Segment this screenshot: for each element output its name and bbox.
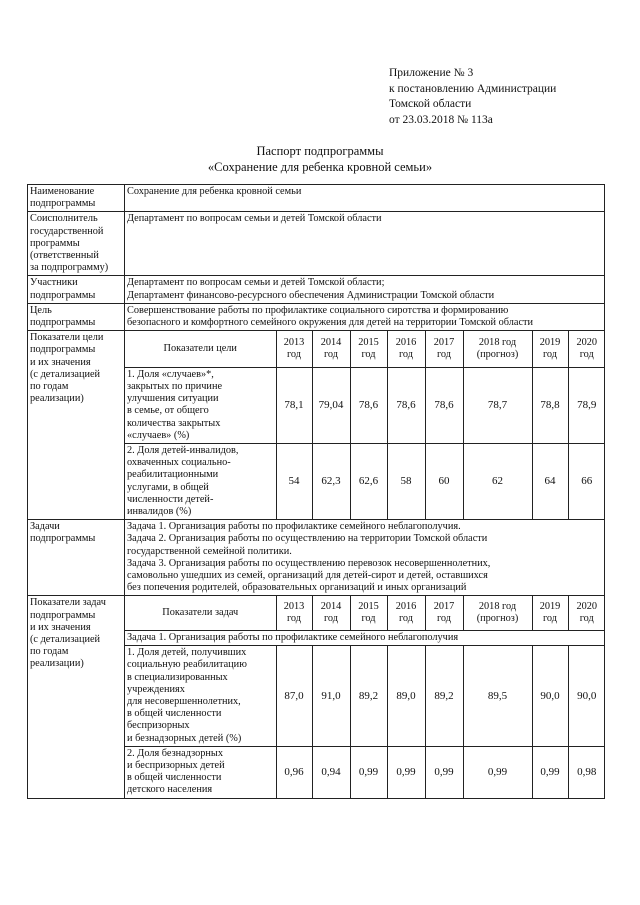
goal-indicators-cell	[125, 331, 605, 520]
label-goal-indicators: Показатели цели подпрограммы и их значения (с детализацией по годам реализации)	[28, 331, 125, 520]
header-year: 2020 год	[568, 331, 605, 367]
indicator-value: 78,6	[350, 367, 387, 443]
header-year: 2015 год	[350, 596, 387, 630]
indicator-value: 0,99	[463, 746, 532, 797]
appendix-line: к постановлению Администрации	[389, 82, 557, 95]
header-year: 2017 год	[425, 331, 463, 367]
indicator-value: 89,2	[425, 646, 463, 747]
table-row	[125, 646, 605, 747]
indicator-value: 62,6	[350, 443, 387, 519]
indicator-value: 58	[387, 443, 425, 519]
task-indicators-table	[125, 596, 605, 797]
label-goal: Цель подпрограммы	[28, 303, 125, 330]
indicator-value: 66	[568, 443, 605, 519]
passport-table	[27, 184, 605, 799]
appendix-line: Томской области	[389, 98, 472, 110]
header-year: 2017 год	[425, 596, 463, 630]
row-task-indicators	[28, 596, 605, 798]
header-year: 2014 год	[312, 596, 350, 630]
appendix-line: от 23.03.2018 № 113а	[389, 113, 493, 126]
table-row	[125, 443, 605, 519]
task1-title-row	[125, 630, 605, 645]
label-tasks: Задачи подпрограммы	[28, 520, 125, 596]
header-year: 2016 год	[387, 596, 425, 630]
indicator-value: 78,7	[463, 367, 532, 443]
value-tasks: Задача 1. Организация работы по профилактике семейного неблагополучия. Задача 2. Организация работы по осуществлению на территории Томской области государственной семейной политики. Задача 3. Организация работы по осуществлению перевозок несовершеннолетних, самовольно ушедших из семей, организаций для детей-сирот и детей, оставшихся без попечения родителей, образовательных организаций и иных организаций	[125, 520, 605, 596]
appendix-line: Приложение № 3	[389, 67, 474, 79]
title-line-2: «Сохранение для ребенка кровной семьи»	[207, 160, 433, 174]
header-year: 2013 год	[276, 596, 312, 630]
table-row	[125, 746, 605, 797]
indicator-value: 79,04	[312, 367, 350, 443]
indicator-value: 89,0	[387, 646, 425, 747]
header-year: 2019 год	[532, 331, 568, 367]
header-year: 2018 год (прогноз)	[463, 331, 532, 367]
indicator-value: 54	[276, 443, 312, 519]
task-indicators-cell	[125, 596, 605, 798]
row-tasks	[28, 520, 605, 596]
header-year: 2014 год	[312, 331, 350, 367]
indicator-value: 78,6	[387, 367, 425, 443]
header-indicator-name: Показатели задач	[125, 596, 276, 630]
indicator-value: 62	[463, 443, 532, 519]
header-year: 2020 год	[568, 596, 605, 630]
indicator-value: 60	[425, 443, 463, 519]
task-indicators-header	[125, 596, 605, 630]
value-goal: Совершенствование работы по профилактике социального сиротства и формированию безопасного и комфортного семейного окружения для детей на территории Томской области	[125, 303, 605, 330]
task1-title: Задача 1. Организация работы по профилактике семейного неблагополучия	[125, 630, 605, 645]
indicator-value: 0,98	[568, 746, 605, 797]
value-name: Сохранение для ребенка кровной семьи	[125, 185, 605, 212]
indicator-value: 78,8	[532, 367, 568, 443]
indicator-value: 89,2	[350, 646, 387, 747]
goal-indicators-header	[125, 331, 605, 367]
row-coexecutor	[28, 212, 605, 276]
header-year: 2015 год	[350, 331, 387, 367]
indicator-value: 78,9	[568, 367, 605, 443]
indicator-value: 0,99	[350, 746, 387, 797]
label-participants: Участники подпрограммы	[28, 276, 125, 303]
indicator-value: 90,0	[568, 646, 605, 747]
appendix-block	[389, 66, 556, 128]
row-goal	[28, 303, 605, 330]
row-goal-indicators	[28, 331, 605, 520]
table-row	[125, 367, 605, 443]
title-line-1: Паспорт подпрограммы	[256, 144, 384, 158]
header-indicator-name: Показатели цели	[125, 331, 276, 367]
indicator-name: 1. Доля детей, получивших социальную реабилитацию в специализированных учреждениях для несовершеннолетних, в общей численности беспризорных и безнадзорных детей (%)	[125, 646, 276, 747]
value-coexecutor: Департамент по вопросам семьи и детей Томской области	[125, 212, 605, 276]
indicator-value: 0,99	[532, 746, 568, 797]
label-task-indicators: Показатели задач подпрограммы и их значения (с детализацией по годам реализации)	[28, 596, 125, 798]
indicator-value: 87,0	[276, 646, 312, 747]
value-participants: Департамент по вопросам семьи и детей Томской области; Департамент финансово-ресурсного обеспечения Администрации Томской области	[125, 276, 605, 303]
row-name	[28, 185, 605, 212]
indicator-value: 91,0	[312, 646, 350, 747]
indicator-name: 2. Доля безнадзорных и беспризорных детей в общей численности детского населения	[125, 746, 276, 797]
header-year: 2018 год (прогноз)	[463, 596, 532, 630]
indicator-value: 89,5	[463, 646, 532, 747]
indicator-value: 78,6	[425, 367, 463, 443]
indicator-value: 0,94	[312, 746, 350, 797]
indicator-value: 78,1	[276, 367, 312, 443]
goal-indicators-table	[125, 331, 605, 519]
indicator-value: 62,3	[312, 443, 350, 519]
indicator-value: 90,0	[532, 646, 568, 747]
indicator-name: 2. Доля детей-инвалидов, охваченных социально- реабилитационными услугами, в общей численности детей- инвалидов (%)	[125, 443, 276, 519]
document-title	[0, 143, 640, 175]
header-year: 2016 год	[387, 331, 425, 367]
header-year: 2013 год	[276, 331, 312, 367]
label-coexecutor: Соисполнитель государственной программы (ответственный за подпрограмму)	[28, 212, 125, 276]
label-name: Наименование подпрограммы	[28, 185, 125, 212]
indicator-value: 0,99	[425, 746, 463, 797]
indicator-value: 0,96	[276, 746, 312, 797]
indicator-value: 0,99	[387, 746, 425, 797]
header-year: 2019 год	[532, 596, 568, 630]
row-participants	[28, 276, 605, 303]
indicator-name: 1. Доля «случаев»*, закрытых по причине улучшения ситуации в семье, от общего количества закрытых «случаев» (%)	[125, 367, 276, 443]
indicator-value: 64	[532, 443, 568, 519]
